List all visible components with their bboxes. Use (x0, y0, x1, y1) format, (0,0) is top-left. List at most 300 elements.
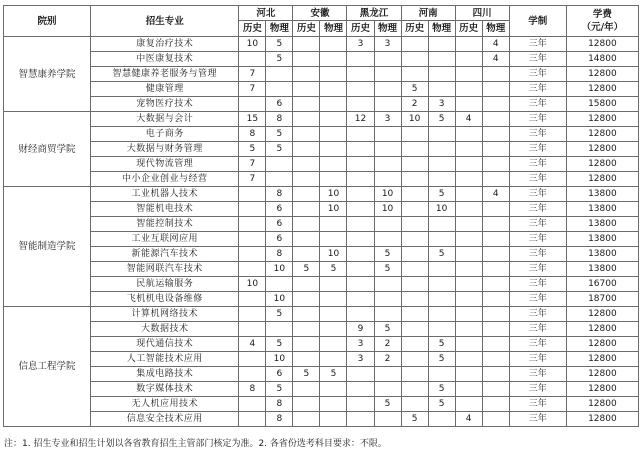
quota-cell (374, 67, 401, 82)
quota-cell (293, 247, 320, 262)
quota-cell (239, 262, 266, 277)
quota-cell: 3 (347, 37, 374, 52)
quota-cell: 10 (266, 292, 293, 307)
quota-cell (455, 157, 482, 172)
quota-cell (401, 352, 428, 367)
quota-cell (401, 397, 428, 412)
major-cell: 集成电路技术 (91, 367, 239, 382)
quota-cell (347, 232, 374, 247)
table-row (4, 142, 639, 157)
quota-cell (320, 157, 347, 172)
quota-cell (266, 82, 293, 97)
quota-cell (347, 202, 374, 217)
fee-cell: 12800 (566, 82, 638, 97)
fee-cell: 13800 (566, 187, 638, 202)
quota-cell: 10 (401, 112, 428, 127)
quota-cell (428, 172, 455, 187)
quota-cell (239, 412, 266, 427)
fee-cell: 13800 (566, 247, 638, 262)
table-row (4, 202, 639, 217)
table-row (4, 217, 639, 232)
quota-cell (293, 202, 320, 217)
quota-cell (293, 382, 320, 397)
quota-cell (401, 232, 428, 247)
quota-cell: 10 (374, 187, 401, 202)
quota-cell (320, 112, 347, 127)
fee-cell: 18700 (566, 292, 638, 307)
quota-cell: 7 (239, 172, 266, 187)
quota-cell (482, 157, 509, 172)
fee-cell: 13800 (566, 217, 638, 232)
header-subject-history: 历史 (239, 21, 266, 37)
major-cell: 现代物流管理 (91, 157, 239, 172)
quota-cell (293, 217, 320, 232)
quota-cell (347, 247, 374, 262)
quota-cell (239, 322, 266, 337)
college-cell: 财经商贸学院 (4, 112, 91, 187)
quota-cell (320, 322, 347, 337)
quota-cell (266, 172, 293, 187)
quota-cell (320, 142, 347, 157)
table-row (4, 322, 639, 337)
header-fee-line1: 学费 (592, 9, 612, 20)
fee-cell: 12800 (566, 37, 638, 52)
fee-cell: 14800 (566, 52, 638, 67)
duration-cell: 三年 (509, 232, 566, 247)
quota-cell (482, 367, 509, 382)
major-cell: 智能控制技术 (91, 217, 239, 232)
quota-cell (482, 112, 509, 127)
quota-cell: 7 (239, 82, 266, 97)
quota-cell (266, 157, 293, 172)
quota-cell (293, 232, 320, 247)
quota-cell (239, 307, 266, 322)
fee-cell: 12800 (566, 67, 638, 82)
quota-cell: 5 (239, 142, 266, 157)
quota-cell (428, 292, 455, 307)
quota-cell (455, 247, 482, 262)
major-cell: 现代通信技术 (91, 337, 239, 352)
quota-cell: 10 (239, 277, 266, 292)
quota-cell (455, 202, 482, 217)
quota-cell: 2 (401, 97, 428, 112)
quota-cell (347, 277, 374, 292)
quota-cell (482, 67, 509, 82)
fee-cell: 13800 (566, 202, 638, 217)
table-row (4, 82, 639, 97)
quota-cell: 8 (266, 112, 293, 127)
duration-cell: 三年 (509, 187, 566, 202)
quota-cell: 6 (266, 217, 293, 232)
table-row (4, 52, 639, 67)
quota-cell (239, 397, 266, 412)
header-major: 招生专业 (91, 6, 239, 37)
quota-cell (482, 322, 509, 337)
quota-cell (374, 217, 401, 232)
duration-cell: 三年 (509, 412, 566, 427)
quota-cell (293, 127, 320, 142)
header-province-sichuan: 四川 (455, 6, 509, 21)
quota-cell (401, 37, 428, 52)
quota-cell (455, 397, 482, 412)
quota-cell (239, 202, 266, 217)
quota-cell (401, 127, 428, 142)
quota-cell (401, 142, 428, 157)
quota-cell: 8 (266, 412, 293, 427)
quota-cell (428, 157, 455, 172)
major-cell: 无人机应用技术 (91, 397, 239, 412)
header-subject-physics: 物理 (428, 21, 455, 37)
quota-cell (320, 337, 347, 352)
quota-cell (374, 292, 401, 307)
quota-cell (239, 187, 266, 202)
quota-cell (239, 247, 266, 262)
quota-cell (266, 277, 293, 292)
header-province-anhui: 安徽 (293, 6, 347, 21)
quota-cell (428, 37, 455, 52)
major-cell: 健康管理 (91, 82, 239, 97)
header-subject-history: 历史 (401, 21, 428, 37)
quota-cell (239, 292, 266, 307)
header-subject-physics: 物理 (374, 21, 401, 37)
quota-cell (320, 382, 347, 397)
quota-cell (401, 277, 428, 292)
quota-cell (482, 82, 509, 97)
table-row (4, 172, 639, 187)
quota-cell: 10 (320, 247, 347, 262)
header-fee (566, 6, 638, 37)
quota-cell (347, 97, 374, 112)
duration-cell: 三年 (509, 172, 566, 187)
quota-cell (374, 382, 401, 397)
quota-cell (401, 247, 428, 262)
quota-cell (428, 127, 455, 142)
quota-cell (347, 412, 374, 427)
quota-cell: 5 (266, 307, 293, 322)
quota-cell: 2 (374, 337, 401, 352)
fee-cell: 12800 (566, 142, 638, 157)
quota-cell (482, 397, 509, 412)
table-row (4, 397, 639, 412)
quota-cell: 5 (401, 82, 428, 97)
quota-cell (455, 217, 482, 232)
quota-cell: 4 (482, 187, 509, 202)
fee-cell: 12800 (566, 307, 638, 322)
quota-cell: 10 (239, 37, 266, 52)
quota-cell: 6 (266, 232, 293, 247)
table-row (4, 157, 639, 172)
quota-cell (347, 142, 374, 157)
quota-cell (482, 262, 509, 277)
quota-cell (401, 187, 428, 202)
quota-cell: 5 (374, 322, 401, 337)
duration-cell: 三年 (509, 322, 566, 337)
quota-cell: 6 (266, 97, 293, 112)
quota-cell: 8 (266, 397, 293, 412)
table-row (4, 352, 639, 367)
table-row (4, 367, 639, 382)
header-province-henan: 河南 (401, 6, 455, 21)
quota-cell (374, 277, 401, 292)
quota-cell (239, 97, 266, 112)
quota-cell (347, 382, 374, 397)
quota-cell: 5 (266, 127, 293, 142)
fee-cell: 12800 (566, 157, 638, 172)
quota-cell (347, 52, 374, 67)
quota-cell (455, 142, 482, 157)
quota-cell (293, 397, 320, 412)
quota-cell (320, 127, 347, 142)
quota-cell (293, 52, 320, 67)
quota-cell (455, 172, 482, 187)
quota-cell (401, 52, 428, 67)
quota-cell: 9 (347, 322, 374, 337)
quota-cell: 10 (374, 202, 401, 217)
quota-cell (455, 37, 482, 52)
quota-cell: 8 (239, 382, 266, 397)
college-cell: 智慧康养学院 (4, 37, 91, 112)
quota-cell (374, 97, 401, 112)
quota-cell: 5 (266, 37, 293, 52)
quota-cell (266, 67, 293, 82)
header-province-heilongjiang: 黑龙江 (347, 6, 401, 21)
quota-cell (293, 292, 320, 307)
quota-cell (455, 292, 482, 307)
quota-cell: 5 (374, 247, 401, 262)
quota-cell: 5 (374, 262, 401, 277)
quota-cell: 5 (428, 352, 455, 367)
quota-cell: 4 (455, 412, 482, 427)
quota-cell (482, 172, 509, 187)
major-cell: 信息安全技术应用 (91, 412, 239, 427)
quota-cell (455, 262, 482, 277)
quota-cell (320, 352, 347, 367)
quota-cell: 3 (428, 97, 455, 112)
quota-cell (482, 217, 509, 232)
table-row (4, 127, 639, 142)
quota-cell (293, 337, 320, 352)
quota-cell: 10 (266, 262, 293, 277)
table-row (4, 67, 639, 82)
quota-cell (293, 187, 320, 202)
quota-cell (347, 172, 374, 187)
table-row (4, 112, 639, 127)
duration-cell: 三年 (509, 397, 566, 412)
quota-cell: 7 (239, 67, 266, 82)
quota-cell (482, 412, 509, 427)
duration-cell: 三年 (509, 247, 566, 262)
quota-cell (320, 52, 347, 67)
table-row (4, 412, 639, 427)
quota-cell: 5 (320, 367, 347, 382)
quota-cell (347, 262, 374, 277)
table-row (4, 247, 639, 262)
quota-cell (374, 127, 401, 142)
quota-cell (239, 367, 266, 382)
quota-cell: 5 (428, 247, 455, 262)
fee-cell: 12800 (566, 337, 638, 352)
major-cell: 中医康复技术 (91, 52, 239, 67)
quota-cell (455, 382, 482, 397)
major-cell: 人工智能技术应用 (91, 352, 239, 367)
quota-cell: 7 (239, 157, 266, 172)
duration-cell: 三年 (509, 67, 566, 82)
table-row (4, 187, 639, 202)
table-row (4, 37, 639, 52)
quota-cell (482, 232, 509, 247)
quota-cell (374, 232, 401, 247)
fee-cell: 15800 (566, 97, 638, 112)
major-cell: 康复治疗技术 (91, 37, 239, 52)
quota-cell (320, 292, 347, 307)
quota-cell (320, 97, 347, 112)
quota-cell (455, 127, 482, 142)
fee-cell: 12800 (566, 382, 638, 397)
quota-cell: 5 (293, 367, 320, 382)
duration-cell: 三年 (509, 157, 566, 172)
quota-cell (482, 337, 509, 352)
quota-cell: 6 (266, 202, 293, 217)
quota-cell (455, 307, 482, 322)
quota-cell (320, 232, 347, 247)
fee-cell: 16700 (566, 277, 638, 292)
duration-cell: 三年 (509, 337, 566, 352)
duration-cell: 三年 (509, 52, 566, 67)
quota-cell (293, 307, 320, 322)
quota-cell (320, 67, 347, 82)
quota-cell (347, 157, 374, 172)
quota-cell (374, 142, 401, 157)
quota-cell (239, 52, 266, 67)
quota-cell (374, 82, 401, 97)
quota-cell: 5 (401, 412, 428, 427)
duration-cell: 三年 (509, 127, 566, 142)
fee-cell: 12800 (566, 112, 638, 127)
major-cell: 电子商务 (91, 127, 239, 142)
major-cell: 计算机网络技术 (91, 307, 239, 322)
college-cell: 智能制造学院 (4, 187, 91, 307)
header-subject-history: 历史 (347, 21, 374, 37)
quota-cell (428, 217, 455, 232)
fee-cell: 12800 (566, 352, 638, 367)
major-cell: 数字媒体技术 (91, 382, 239, 397)
quota-cell (428, 277, 455, 292)
quota-cell (320, 412, 347, 427)
quota-cell: 3 (347, 337, 374, 352)
table-row (4, 232, 639, 247)
fee-cell: 12800 (566, 127, 638, 142)
quota-cell (347, 127, 374, 142)
major-cell: 飞机机电设备维修 (91, 292, 239, 307)
quota-cell (401, 157, 428, 172)
quota-cell: 15 (239, 112, 266, 127)
quota-cell (266, 322, 293, 337)
quota-cell (347, 82, 374, 97)
header-province-hebei: 河北 (239, 6, 293, 21)
quota-cell: 10 (320, 202, 347, 217)
quota-cell (482, 277, 509, 292)
quota-cell (455, 67, 482, 82)
quota-cell (455, 367, 482, 382)
quota-cell: 10 (428, 202, 455, 217)
quota-cell: 12 (347, 112, 374, 127)
major-cell: 大数据技术 (91, 322, 239, 337)
quota-cell: 5 (428, 112, 455, 127)
quota-cell (482, 202, 509, 217)
footnote: 注：1. 招生专业和招生计划以各省教育招生主管部门核定为准。2. 各省份选考科目要求：不限。 (4, 439, 387, 449)
quota-cell: 8 (266, 187, 293, 202)
duration-cell: 三年 (509, 37, 566, 52)
quota-cell (293, 37, 320, 52)
quota-cell: 5 (428, 382, 455, 397)
quota-cell (455, 97, 482, 112)
quota-cell (401, 292, 428, 307)
quota-cell: 3 (374, 37, 401, 52)
quota-cell: 10 (320, 187, 347, 202)
quota-cell (428, 67, 455, 82)
quota-cell (401, 337, 428, 352)
table-row (4, 382, 639, 397)
quota-cell (293, 412, 320, 427)
quota-cell (374, 172, 401, 187)
enrollment-plan-table (3, 5, 639, 427)
enrollment-plan-table-wrapper (3, 5, 639, 427)
quota-cell (374, 52, 401, 67)
major-cell: 智能机电技术 (91, 202, 239, 217)
major-cell: 宠物医疗技术 (91, 97, 239, 112)
major-cell: 智慧健康养老服务与管理 (91, 67, 239, 82)
quota-cell (401, 217, 428, 232)
header-fee-line2: （元/年） (581, 22, 624, 33)
header-college: 院别 (4, 6, 91, 37)
quota-cell: 8 (266, 247, 293, 262)
quota-cell (455, 187, 482, 202)
duration-cell: 三年 (509, 217, 566, 232)
table-body (4, 37, 639, 427)
quota-cell (293, 97, 320, 112)
major-cell: 民航运输服务 (91, 277, 239, 292)
duration-cell: 三年 (509, 352, 566, 367)
quota-cell (482, 127, 509, 142)
quota-cell (482, 97, 509, 112)
quota-cell (374, 367, 401, 382)
quota-cell: 5 (266, 382, 293, 397)
quota-cell (347, 367, 374, 382)
header-subject-physics: 物理 (320, 21, 347, 37)
duration-cell: 三年 (509, 307, 566, 322)
quota-cell (428, 232, 455, 247)
fee-cell: 12800 (566, 172, 638, 187)
duration-cell: 三年 (509, 97, 566, 112)
quota-cell (482, 307, 509, 322)
fee-cell: 13800 (566, 232, 638, 247)
quota-cell (401, 322, 428, 337)
duration-cell: 三年 (509, 382, 566, 397)
quota-cell (293, 352, 320, 367)
quota-cell: 4 (239, 337, 266, 352)
quota-cell (401, 202, 428, 217)
table-row (4, 337, 639, 352)
quota-cell (428, 367, 455, 382)
duration-cell: 三年 (509, 292, 566, 307)
fee-cell: 12800 (566, 412, 638, 427)
duration-cell: 三年 (509, 112, 566, 127)
duration-cell: 三年 (509, 277, 566, 292)
table-row (4, 292, 639, 307)
quota-cell (428, 322, 455, 337)
duration-cell: 三年 (509, 367, 566, 382)
quota-cell: 6 (266, 367, 293, 382)
